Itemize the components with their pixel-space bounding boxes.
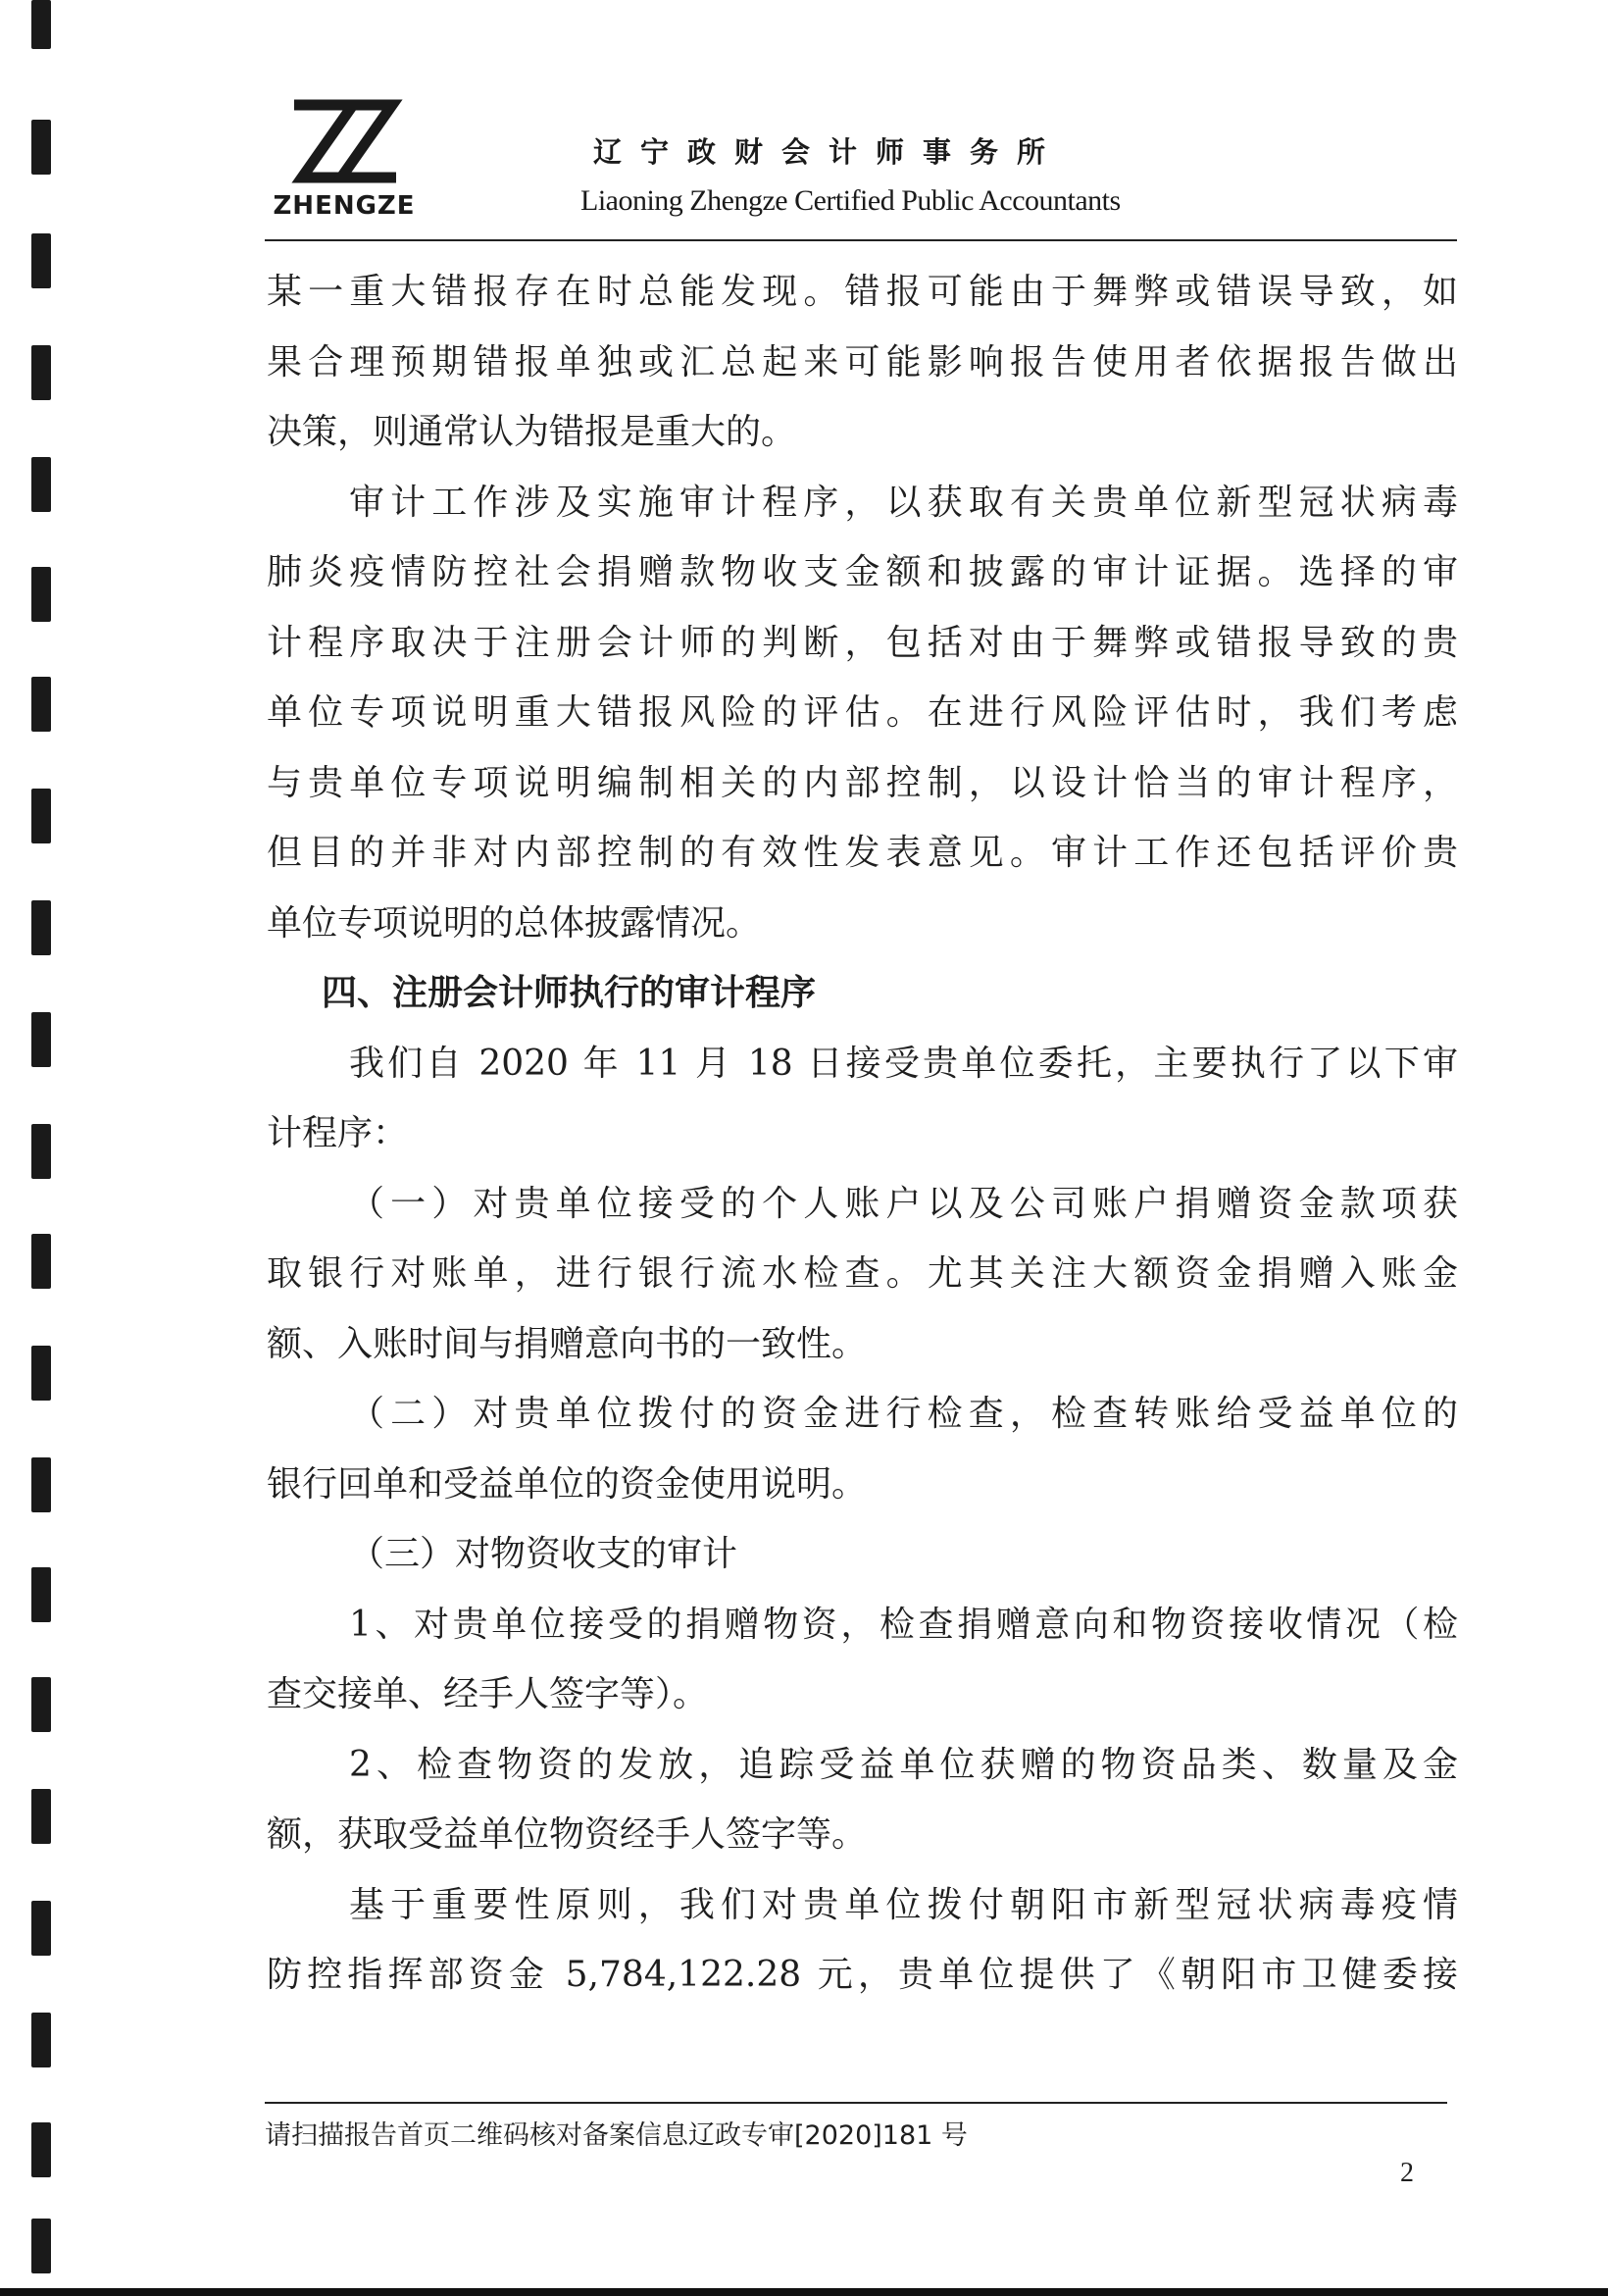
body-line: （一）对贵单位接受的个人账户以及公司账户捐赠资金款项获 xyxy=(349,1183,1458,1224)
binding-mark xyxy=(31,345,51,400)
body-line: （三）对物资收支的审计 xyxy=(349,1534,738,1574)
page-number: 2 xyxy=(1400,2158,1414,2188)
body-line: 银行回单和受益单位的资金使用说明。 xyxy=(267,1463,868,1505)
binding-mark xyxy=(31,1457,51,1512)
binding-mark xyxy=(31,2219,51,2273)
binding-mark xyxy=(31,1567,51,1622)
logo-brand-text: ZHENGZE xyxy=(273,191,416,221)
body-line: 计程序取决于注册会计师的判断，包括对由于舞弊或错报导致的贵 xyxy=(267,622,1458,663)
body-line: 查交接单、经手人签字等）。 xyxy=(267,1674,709,1714)
binding-mark xyxy=(31,1901,51,1956)
binding-mark xyxy=(31,2013,51,2067)
binding-mark xyxy=(31,120,51,175)
binding-mark xyxy=(31,1234,51,1289)
body-line: 1、对贵单位接受的捐赠物资，检查捐赠意向和物资接收情况（检 xyxy=(349,1604,1458,1645)
binding-mark xyxy=(31,1789,51,1844)
binding-mark xyxy=(31,2122,51,2177)
scan-bottom-edge xyxy=(0,2288,1608,2296)
body-line: （二）对贵单位拨付的资金进行检查，检查转账给受益单位的 xyxy=(349,1394,1458,1434)
binding-mark xyxy=(31,567,51,622)
binding-mark xyxy=(31,789,51,843)
body-line: 但目的并非对内部控制的有效性发表意见。审计工作还包括评价贵 xyxy=(267,833,1458,873)
body-line: 肺炎疫情防控社会捐赠款物收支金额和披露的审计证据。选择的审 xyxy=(267,552,1458,592)
body-line: 与贵单位专项说明编制相关的内部控制，以设计恰当的审计程序， xyxy=(267,762,1458,803)
binding-mark xyxy=(31,457,51,512)
binding-mark xyxy=(31,1012,51,1067)
body-line: 基于重要性原则，我们对贵单位拨付朝阳市新型冠状病毒疫情 xyxy=(349,1884,1458,1925)
body-line: 计程序： xyxy=(267,1113,409,1153)
binding-mark xyxy=(31,1677,51,1732)
body-line: 防控指挥部资金 5,784,122.28 元，贵单位提供了《朝阳市卫健委接 xyxy=(267,1955,1458,1995)
firm-name-chinese: 辽宁政财会计师事务所 xyxy=(593,135,1065,169)
binding-mark xyxy=(31,0,51,49)
body-line: 果合理预期错报单独或汇总起来可能影响报告使用者依据报告做出 xyxy=(267,341,1458,383)
body-line: 单位专项说明的总体披露情况。 xyxy=(267,902,762,944)
footer-note: 请扫描报告首页二维码核对备案信息辽政专审[2020]181 号 xyxy=(265,2120,968,2151)
header-divider xyxy=(265,239,1457,241)
body-line: 某一重大错报存在时总能发现。错报可能由于舞弊或错误导致，如 xyxy=(267,272,1458,312)
binding-mark xyxy=(31,677,51,732)
body-line: 2、检查物资的发放，追踪受益单位获赠的物资品类、数量及金 xyxy=(349,1744,1458,1785)
binding-mark xyxy=(31,233,51,288)
binding-mark xyxy=(31,1124,51,1179)
body-line: 取银行对账单，进行银行流水检查。尤其关注大额资金捐赠入账金 xyxy=(267,1253,1458,1294)
body-line: 单位专项说明重大错报风险的评估。在进行风险评估时，我们考虑 xyxy=(267,692,1458,733)
body-line: 审计工作涉及实施审计程序，以获取有关贵单位新型冠状病毒 xyxy=(349,482,1458,523)
body-line: 额，获取受益单位物资经手人签字等。 xyxy=(267,1814,868,1855)
body-line: 决策，则通常认为错报是重大的。 xyxy=(267,412,797,452)
section-heading: 四、注册会计师执行的审计程序 xyxy=(322,973,817,1013)
body-line: 额、入账时间与捐赠意向书的一致性。 xyxy=(267,1323,868,1364)
footer-divider xyxy=(265,2102,1447,2104)
firm-name-english: Liaoning Zhengze Certified Public Accountants xyxy=(580,184,1121,217)
body-line: 我们自 2020 年 11 月 18 日接受贵单位委托，主要执行了以下审 xyxy=(349,1043,1458,1084)
binding-mark xyxy=(31,1346,51,1401)
document-body xyxy=(267,257,1458,2011)
binding-mark xyxy=(31,900,51,955)
